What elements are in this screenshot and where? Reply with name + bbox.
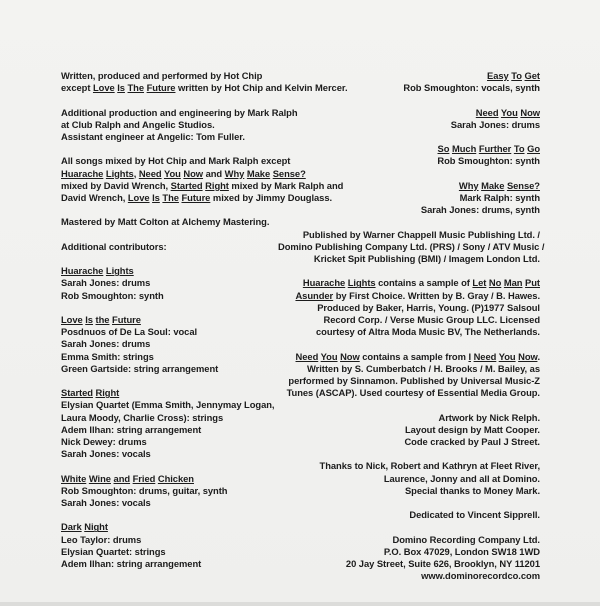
track-credit-line: Posdnuos of De La Soul: vocal [61, 326, 198, 338]
track-credit [278, 143, 540, 167]
track-title: Dark Night [61, 521, 108, 533]
mixing-line: David Wrench, Love Is The Future mixed by Jimmy Douglass. [61, 192, 333, 203]
sample-line: Record Corp. / Verse Music Group LLC. Licensed [323, 313, 540, 325]
track-credit-line: Adem Ilhan: string arrangement [61, 423, 202, 435]
track-title: Need You Now [475, 106, 540, 118]
track-credit-line: Elysian Quartet: strings [61, 545, 166, 557]
sample-line: performed by Sinnamon. Published by Universal Music-Z [288, 374, 540, 386]
artwork-block [278, 412, 540, 449]
track-title: Huarache Lights [61, 265, 134, 277]
production-line: Assistant engineer at Angelic: Tom Fuller. [61, 131, 245, 142]
right-column [278, 70, 545, 595]
track-title: Love Is the Future [61, 313, 141, 325]
track-credit-line: Nick Dewey: drums [61, 435, 147, 447]
track-credit-line: Sarah Jones: drums [61, 277, 151, 289]
sample-credit-need-you-now [278, 351, 540, 400]
track-credit-line: Sarah Jones: vocals [61, 448, 151, 460]
track-credit-line: Adem Ilhan: string arrangement [61, 557, 202, 569]
track-title: Easy To Get [487, 70, 540, 81]
dedication-block [278, 509, 540, 521]
mixing-line: All songs mixed by Hot Chip and Mark Ralph except [61, 155, 291, 167]
sample-line: courtesy of Altra Moda Music BV, The Netherlands. [316, 326, 540, 338]
mixing-line: mixed by David Wrench, Started Right mixed by Mark Ralph and [61, 179, 344, 191]
track-title: So Much Further To Go [437, 143, 540, 155]
credits-line: Written, produced and performed by Hot Chip [61, 70, 263, 81]
thanks-line: Special thanks to Money Mark. [404, 484, 540, 496]
track-credit-line: Sarah Jones: drums, synth [420, 204, 540, 216]
track-credit [278, 107, 540, 131]
track-title: Started Right [61, 387, 120, 399]
sample-line: Produced by Baker, Harris, Young. (P)1977 Salsoul [317, 301, 540, 313]
thanks-block [278, 460, 540, 497]
sample-line: Written by S. Cumberbatch / H. Brooks / M. Bailey, as [307, 362, 540, 374]
track-credit-line: Rob Smoughton: synth [61, 289, 164, 301]
track-credit-line: Laura Moody, Charlie Cross): strings [61, 411, 224, 423]
publishing-block [278, 228, 545, 266]
sample-credit-huarache [278, 277, 540, 338]
label-line: Domino Recording Company Ltd. [392, 533, 540, 545]
artwork-line: Artwork by Nick Relph. [438, 411, 540, 423]
publishing-line: Kricket Spit Publishing (BMI) / Imagem London Ltd. [313, 252, 540, 264]
track-title: Why Make Sense? [458, 179, 540, 191]
track-credit-line: Sarah Jones: drums [61, 338, 151, 350]
track-credit [278, 70, 540, 94]
track-title: White Wine and Fried Chicken [61, 472, 194, 484]
contributors-heading: Additional contributors: [61, 240, 167, 252]
track-credit-line: Green Gartside: string arrangement [61, 362, 219, 374]
track-credit-line: Mark Ralph: synth [459, 191, 540, 203]
credits-line: except Love Is The Future written by Hot Chip and Kelvin Mercer. [61, 82, 348, 94]
track-credit-line: Emma Smith: strings [61, 350, 154, 362]
production-line: at Club Ralph and Angelic Studios. [61, 118, 215, 130]
artwork-line: Layout design by Matt Cooper. [404, 423, 540, 435]
sample-line: Asunder by First Choice. Written by B. Gray / B. Hawes. [295, 289, 540, 301]
track-credit-line: Leo Taylor: drums [61, 533, 142, 545]
dedication-line: Dedicated to Vincent Sipprell. [409, 509, 540, 521]
track-credit-line: Sarah Jones: vocals [61, 496, 151, 508]
track-credit-line: Elysian Quartet (Emma Smith, Jennymay Logan, [61, 399, 275, 411]
label-line: 20 Jay Street, Suite 626, Brooklyn, NY 11201 [345, 557, 540, 569]
right-track-credits [278, 70, 540, 216]
artwork-line: Code cracked by Paul J Street. [404, 435, 540, 447]
track-credit-line: Rob Smoughton: synth [437, 155, 540, 167]
thanks-line: Laurence, Jonny and all at Domino. [383, 472, 540, 484]
mastering-line: Mastered by Matt Colton at Alchemy Mastering. [61, 216, 270, 228]
thanks-line: Thanks to Nick, Robert and Kathryn at Fleet River, [319, 460, 540, 472]
label-line: P.O. Box 47029, London SW18 1WD [383, 545, 540, 557]
sample-line: Huarache Lights contains a sample of Let No Man Put [302, 277, 540, 289]
track-credit-line: Rob Smoughton: drums, guitar, synth [61, 484, 228, 496]
production-line: Additional production and engineering by Mark Ralph [61, 106, 298, 118]
sample-line: Tunes (ASCAP). Used courtesy of Essential Media Group. [286, 387, 540, 399]
publishing-line: Published by Warner Chappell Music Publishing Ltd. / [302, 228, 540, 240]
publishing-line: Domino Publishing Company Ltd. (PRS) / Sony / ATV Music / [278, 240, 545, 252]
sample-line: Need You Now contains a sample from I Need You Now. [295, 350, 540, 362]
track-credit-line: Sarah Jones: drums [450, 118, 540, 130]
label-address-block [278, 534, 540, 583]
mixing-line: Huarache Lights, Need You Now and Why Make Sense? [61, 167, 306, 179]
track-credit [278, 180, 540, 217]
label-website: www.dominorecordco.com [421, 570, 540, 582]
track-credit-line: Rob Smoughton: vocals, synth [403, 82, 540, 94]
